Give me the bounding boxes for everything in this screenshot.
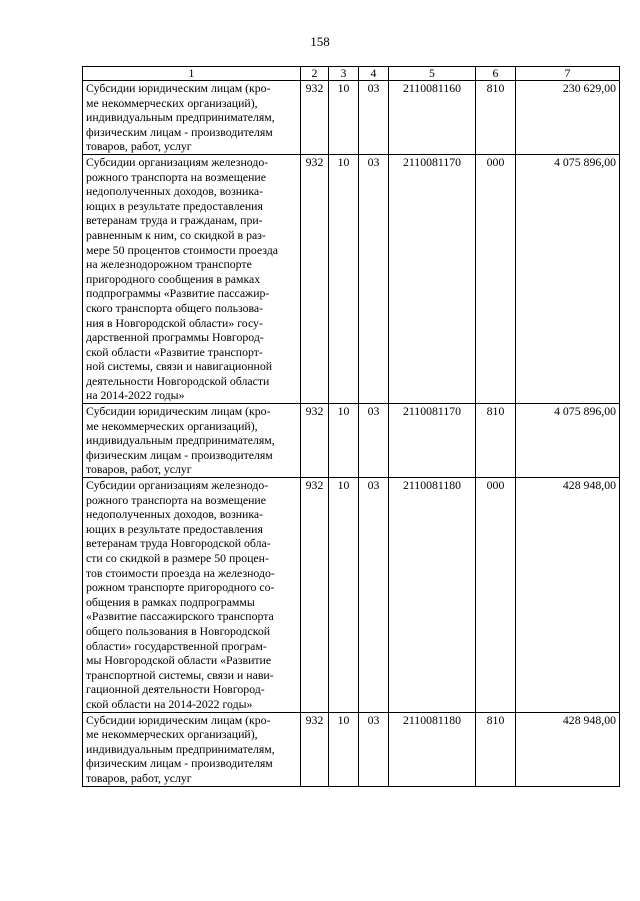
- header-cell-3: 3: [329, 67, 359, 81]
- expense-name-line: Субсидии организациям железнодо-: [86, 154, 269, 169]
- budget-table: [82, 66, 620, 787]
- expense-name-line: равненным к ним, со скидкой в раз-: [86, 227, 266, 242]
- expense-name-line: индивидуальным предпринимателям,: [86, 741, 275, 756]
- expense-name-line: пригородного сообщения в рамках: [86, 271, 261, 286]
- expense-name-line: ющих в результате предоставления: [86, 521, 263, 536]
- subsection-code-cell: 03: [359, 712, 389, 786]
- expense-name-line: рожного транспорта на возмещение: [86, 169, 266, 184]
- expense-name-cell: [83, 712, 301, 786]
- table-row: [83, 712, 620, 786]
- expense-name-line: области» государственной програм-: [86, 638, 267, 653]
- expense-name-line: Субсидии организациям железнодо-: [86, 478, 269, 493]
- amount-cell: 428 948,00: [516, 478, 620, 713]
- section-code-cell: 10: [329, 404, 359, 478]
- expense-name-line: ветеранам труда и гражданам, при-: [86, 213, 263, 228]
- expense-name-line: физическим лицам - производителям: [86, 124, 273, 139]
- ministry-code-cell: 932: [301, 478, 329, 713]
- expense-name-line: ной системы, связи и навигационной: [86, 359, 273, 374]
- expense-name-line: физическим лицам - производителям: [86, 447, 273, 462]
- ministry-code-cell: 932: [301, 154, 329, 403]
- header-cell-5: 5: [389, 67, 476, 81]
- target-article-cell: 2110081160: [389, 81, 476, 155]
- expense-name-line: на 2014-2022 годы»: [86, 388, 185, 403]
- ministry-code-cell: 932: [301, 81, 329, 155]
- expense-name-cell: [83, 81, 301, 155]
- expense-name-line: ского транспорта общего пользова-: [86, 300, 264, 315]
- section-code-cell: 10: [329, 712, 359, 786]
- expense-name-line: рожного транспорта на возмещение: [86, 492, 266, 507]
- expense-name-line: ме некоммерческих организаций),: [86, 95, 258, 110]
- expense-name-line: индивидуальным предпринимателям,: [86, 110, 275, 125]
- subsection-code-cell: 03: [359, 404, 389, 478]
- expense-name-line: деятельности Новгородской области: [86, 373, 270, 388]
- expense-name-line: Субсидии юридическим лицам (кро-: [86, 81, 271, 95]
- expense-name-line: на железнодорожном транспорте: [86, 257, 252, 272]
- expense-name-line: ния в Новгородской области» госу-: [86, 315, 263, 330]
- ministry-code-cell: 932: [301, 712, 329, 786]
- section-code-cell: 10: [329, 154, 359, 403]
- page-number: 158: [310, 34, 330, 49]
- expense-name-line: индивидуальным предпринимателям,: [86, 433, 275, 448]
- expense-name-line: ющих в результате предоставления: [86, 198, 263, 213]
- amount-cell: 230 629,00: [516, 81, 620, 155]
- expense-type-cell: 810: [476, 712, 516, 786]
- ministry-code-cell: 932: [301, 404, 329, 478]
- expense-name-line: транспортной системы, связи и нави-: [86, 667, 274, 682]
- header-cell-6: 6: [476, 67, 516, 81]
- target-article-cell: 2110081170: [389, 404, 476, 478]
- expense-name-line: Субсидии юридическим лицам (кро-: [86, 404, 271, 419]
- expense-name-line: товаров, работ, услуг: [86, 770, 192, 785]
- table-row: [83, 81, 620, 155]
- expense-name-line: ме некоммерческих организаций),: [86, 727, 258, 742]
- table-row: [83, 154, 620, 403]
- expense-name-line: рожном транспорте пригородного со-: [86, 580, 275, 595]
- header-cell-4: 4: [359, 67, 389, 81]
- expense-type-cell: 000: [476, 478, 516, 713]
- amount-cell: 428 948,00: [516, 712, 620, 786]
- target-article-cell: 2110081180: [389, 478, 476, 713]
- expense-name-line: дарственной программы Новгород-: [86, 330, 264, 345]
- header-cell-2: 2: [301, 67, 329, 81]
- expense-type-cell: 810: [476, 404, 516, 478]
- subsection-code-cell: 03: [359, 478, 389, 713]
- subsection-code-cell: 03: [359, 154, 389, 403]
- expense-name-line: гационной деятельности Новгород-: [86, 682, 265, 697]
- expense-name-line: ветеранам труда Новгородской обла-: [86, 536, 271, 551]
- expense-name-line: ской области «Развитие транспорт-: [86, 344, 263, 359]
- amount-cell: 4 075 896,00: [516, 404, 620, 478]
- expense-name-cell: [83, 478, 301, 713]
- expense-name-line: мере 50 процентов стоимости проезда: [86, 242, 278, 257]
- expense-name-line: «Развитие пассажирского транспорта: [86, 609, 274, 624]
- target-article-cell: 2110081170: [389, 154, 476, 403]
- section-code-cell: 10: [329, 81, 359, 155]
- expense-name-line: товаров, работ, услуг: [86, 139, 192, 154]
- table-row: [83, 478, 620, 713]
- expense-type-cell: 000: [476, 154, 516, 403]
- expense-name-cell: [83, 404, 301, 478]
- expense-name-line: недополученных доходов, возника-: [86, 507, 264, 522]
- section-code-cell: 10: [329, 478, 359, 713]
- target-article-cell: 2110081180: [389, 712, 476, 786]
- expense-name-line: товаров, работ, услуг: [86, 462, 192, 477]
- amount-cell: 4 075 896,00: [516, 154, 620, 403]
- expense-name-line: ской области на 2014-2022 годы»: [86, 696, 253, 711]
- expense-name-line: общения в рамках подпрограммы: [86, 594, 255, 609]
- expense-name-cell: [83, 154, 301, 403]
- expense-type-cell: 810: [476, 81, 516, 155]
- expense-name-line: ме некоммерческих организаций),: [86, 418, 258, 433]
- expense-name-line: сти со скидкой в размере 50 процен-: [86, 551, 269, 565]
- header-cell-1: 1: [83, 67, 301, 81]
- expense-name-line: Субсидии юридическим лицам (кро-: [86, 712, 271, 727]
- expense-name-line: мы Новгородской области «Развитие: [86, 653, 272, 668]
- expense-name-line: подпрограммы «Развитие пассажир-: [86, 286, 270, 301]
- expense-name-line: недополученных доходов, возника-: [86, 184, 264, 199]
- expense-name-line: физическим лицам - производителям: [86, 756, 273, 771]
- subsection-code-cell: 03: [359, 81, 389, 155]
- table-header-row: [83, 67, 620, 81]
- header-cell-7: 7: [516, 67, 620, 81]
- expense-name-line: общего пользования в Новгородской: [86, 623, 271, 638]
- expense-name-line: тов стоимости проезда на железнодо-: [86, 565, 275, 580]
- table-row: [83, 404, 620, 478]
